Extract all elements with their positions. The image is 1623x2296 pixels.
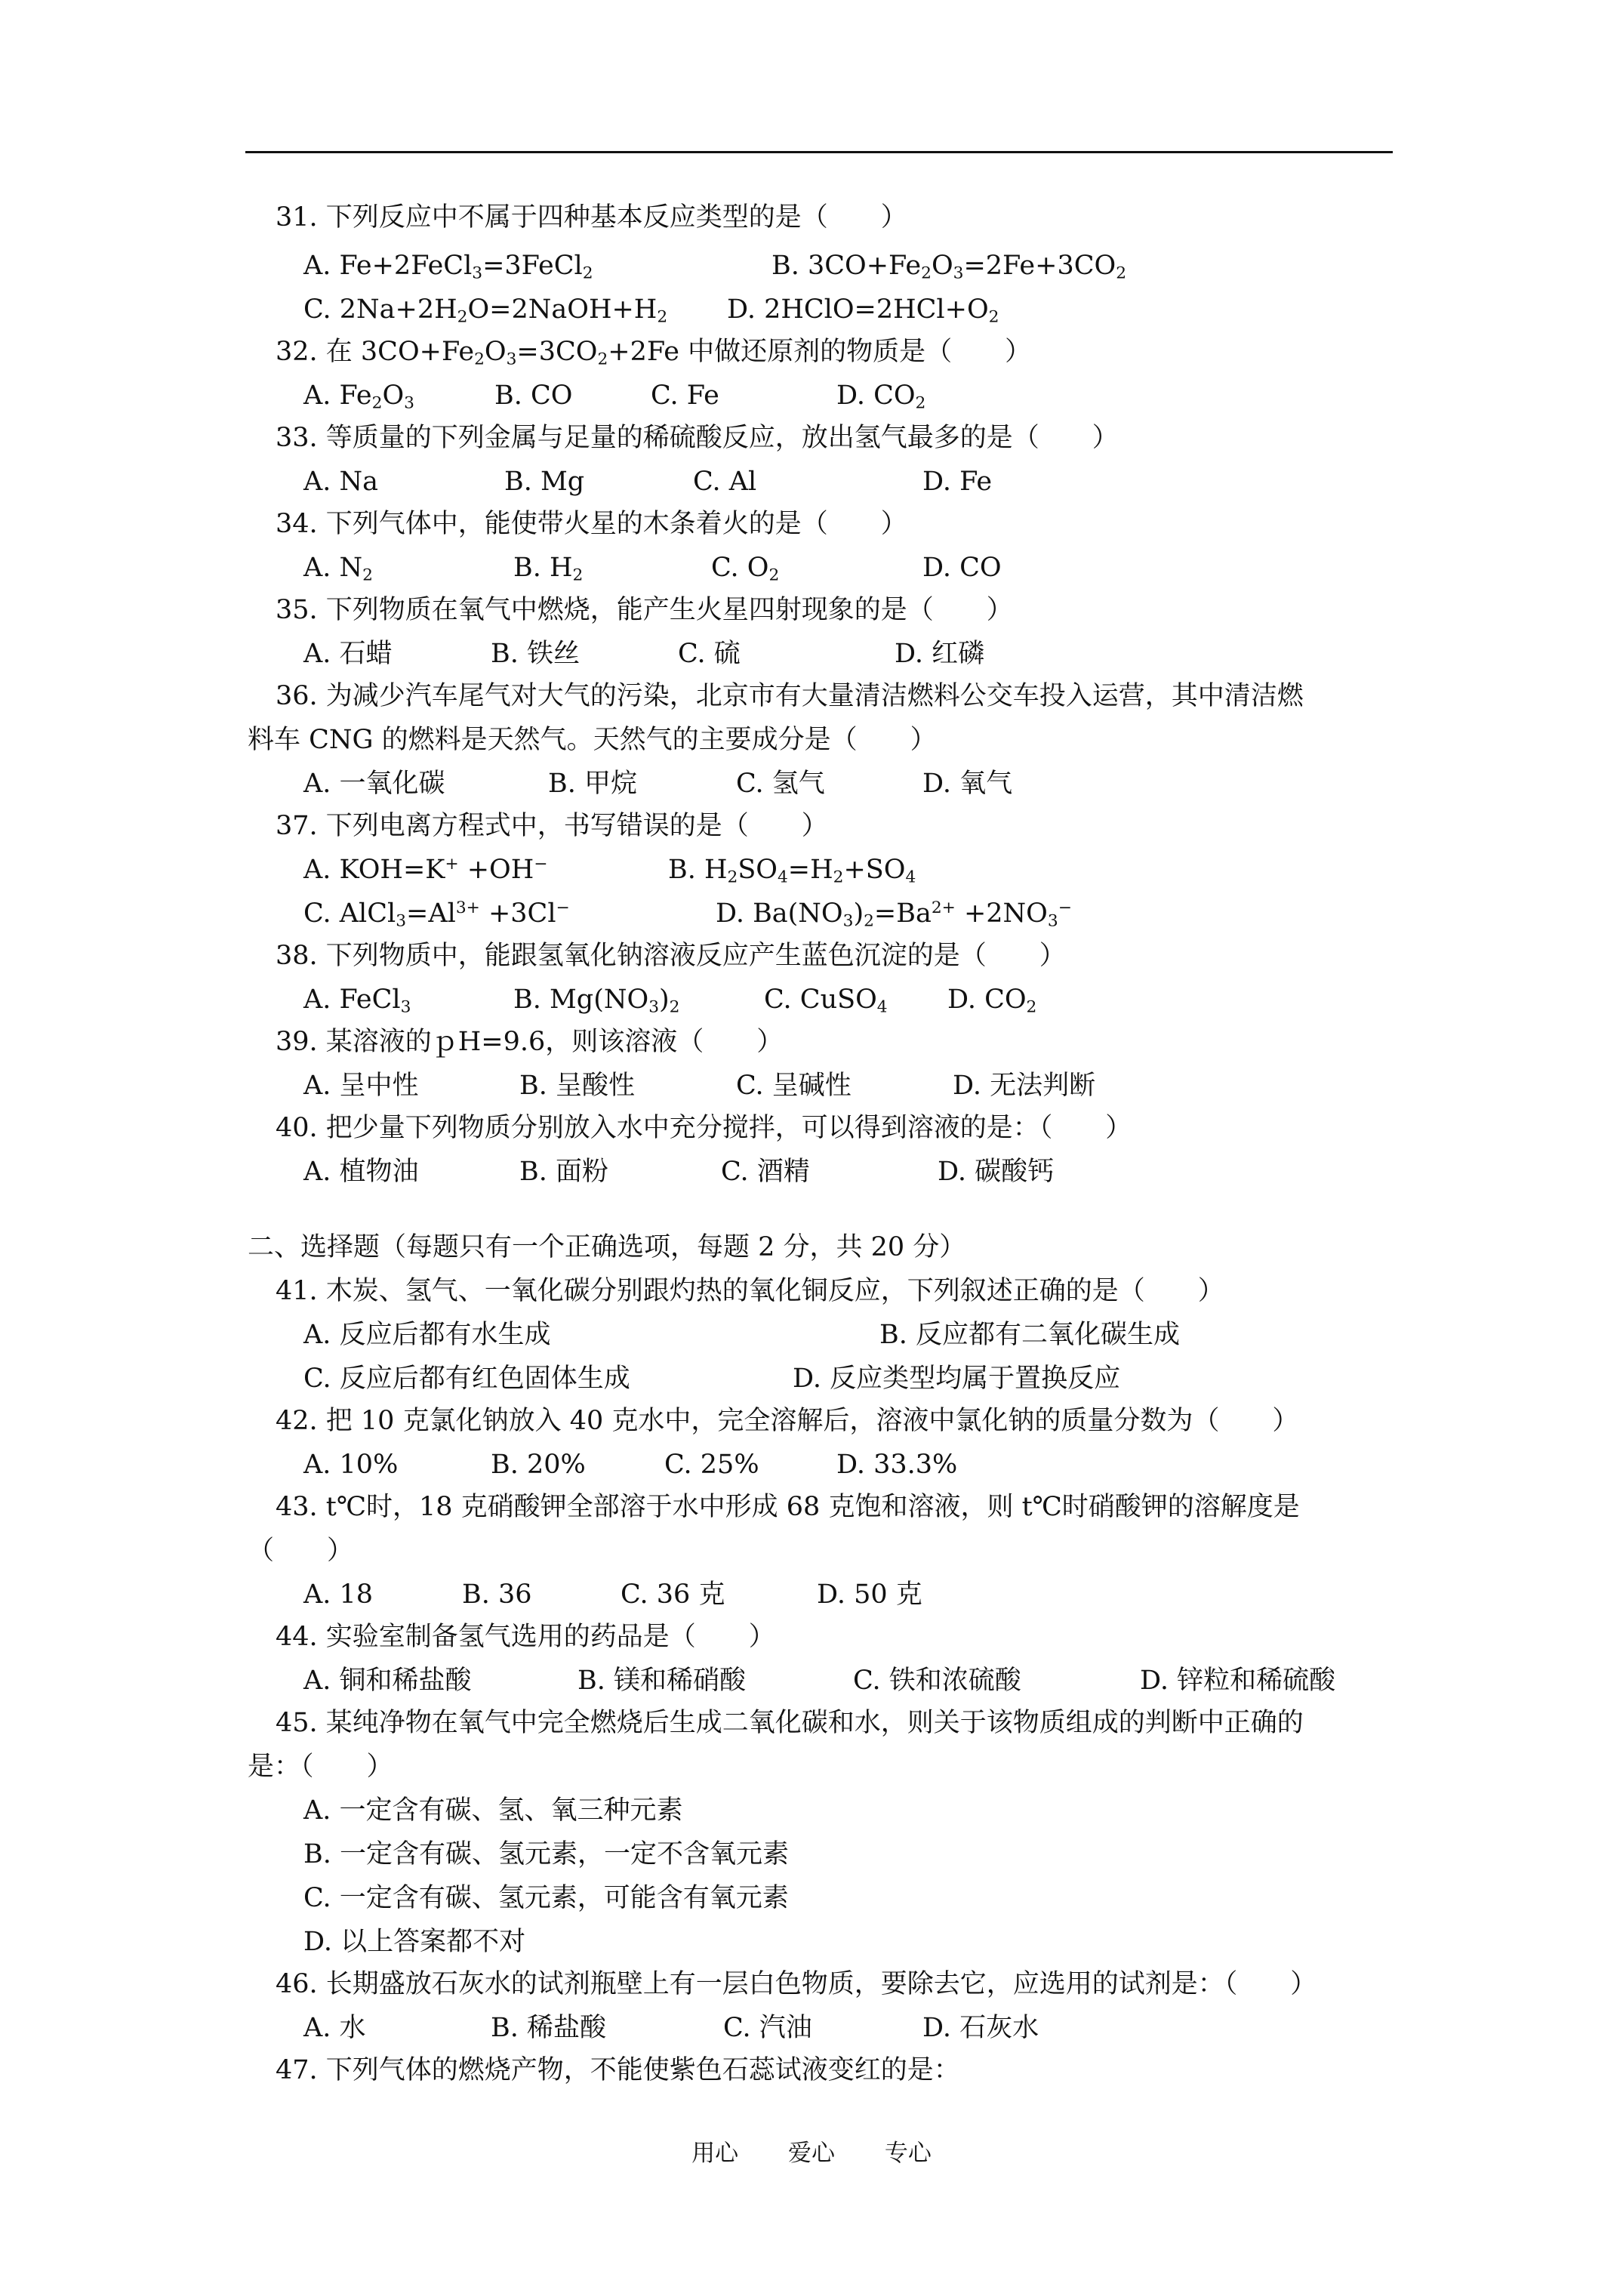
answer-option: C. 铁和浓硫酸: [853, 1666, 1021, 1696]
answer-option: C. CuSO$_4$: [764, 985, 888, 1017]
answer-option: A. $Fe_2O_3$: [303, 381, 414, 413]
answer-option: A. $N_2$: [303, 553, 373, 585]
answer-option: B. 甲烷: [548, 769, 637, 799]
answer-option: B. CO: [494, 381, 573, 411]
answer-option: B. $Mg(NO_3)_2$: [513, 985, 680, 1017]
answer-option: D. 以上答案都不对: [303, 1927, 526, 1957]
answer-option: B. Mg: [504, 467, 585, 497]
question-text: 是：（ ）: [248, 1752, 393, 1782]
question-text: 33. 等质量的下列金属与足量的稀硫酸反应，放出氢气最多的是（ ）: [276, 423, 1119, 453]
answer-option: A. Fe+2FeCl$_3$=3FeCl$_2$: [303, 251, 593, 283]
question-text: 46. 长期盛放石灰水的试剂瓶壁上有一层白色物质，要除去它，应选用的试剂是：（ ）: [276, 1969, 1317, 1999]
answer-option: C. 一定含有碳、氢元素，可能含有氧元素: [303, 1883, 789, 1913]
answer-option: B. $3CO+Fe_2O_3=2Fe+3CO_2$: [771, 251, 1127, 283]
question-text: （ ）: [248, 1536, 354, 1566]
answer-option: D. 无法判断: [953, 1071, 1096, 1101]
answer-option: D. CO: [922, 553, 1002, 583]
answer-option: A. Na: [303, 467, 379, 497]
question-text: 45. 某纯净物在氧气中完全燃烧后生成二氧化碳和水，则关于该物质组成的判断中正确的: [276, 1708, 1304, 1738]
answer-option: B. 呈酸性: [519, 1071, 635, 1101]
question-text: 43. t℃时，18 克硝酸钾全部溶于水中形成 68 克饱和溶液，则 t℃时硝酸钾的溶解度是: [276, 1492, 1300, 1522]
answer-option: C. 呈碱性: [736, 1071, 852, 1101]
answer-option: A. 反应后都有水生成: [303, 1320, 551, 1350]
question-text: 料车 CNG 的燃料是天然气。天然气的主要成分是（ ）: [248, 725, 937, 755]
answer-option: B. 面粉: [519, 1157, 608, 1187]
answer-option: C. 酒精: [721, 1157, 810, 1187]
footer-word: 爱心: [788, 2140, 835, 2167]
answer-option: C. $2Na+2H_2O=2NaOH+H_2$: [303, 294, 668, 327]
answer-option: C. 反应后都有红色固体生成: [303, 1364, 630, 1394]
question-text: 35. 下列物质在氧气中燃烧，能产生火星四射现象的是（ ）: [276, 595, 1013, 625]
answer-option: D. $Ba(NO_3)_2=Ba^{2+} +2NO_3^-$: [716, 898, 1072, 931]
answer-option: C. 汽油: [723, 2013, 812, 2043]
question-text: 44. 实验室制备氢气选用的药品是（ ）: [276, 1622, 775, 1652]
answer-option: B. 36: [462, 1579, 532, 1610]
answer-option: B. 镁和稀硝酸: [577, 1666, 746, 1696]
answer-option: D. 锌粒和稀硫酸: [1140, 1666, 1336, 1696]
answer-option: C. 氢气: [736, 769, 825, 799]
answer-option: C. 硫: [678, 639, 741, 669]
question-text: 37. 下列电离方程式中，书写错误的是（ ）: [276, 811, 828, 841]
answer-option: C. 36 克: [621, 1579, 725, 1610]
question-text: 40. 把少量下列物质分别放入水中充分搅拌，可以得到溶液的是：（ ）: [276, 1113, 1132, 1143]
answer-option: B. $H_2$: [513, 553, 584, 585]
answer-option: D. $CO_2$: [947, 985, 1037, 1017]
answer-option: D. $2HClO=2HCl+O_2$: [727, 294, 999, 327]
answer-option: A. 植物油: [303, 1157, 419, 1187]
question-text: 36. 为减少汽车尾气对大气的污染，北京市有大量清洁燃料公交车投入运营，其中清洁燃: [276, 681, 1304, 711]
answer-option: A. 10%: [303, 1450, 399, 1480]
answer-option: D. 33.3%: [836, 1450, 958, 1480]
answer-option: A. 18: [303, 1579, 374, 1610]
answer-option: A. 石蜡: [303, 639, 393, 669]
answer-option: A. KOH=K+ +OH−: [303, 855, 548, 885]
answer-option: A. 一定含有碳、氢、氧三种元素: [303, 1795, 683, 1826]
question-text: 二、选择题（每题只有一个正确选项，每题 2 分，共 20 分）: [248, 1232, 966, 1262]
question-text: 38. 下列物质中，能跟氢氧化钠溶液反应产生蓝色沉淀的是（ ）: [276, 941, 1066, 971]
answer-option: B. $H_2SO_4=H_2+SO_4$: [668, 855, 916, 887]
question-text: 31. 下列反应中不属于四种基本反应类型的是（ ）: [276, 202, 907, 233]
answer-option: A. 水: [303, 2013, 366, 2043]
answer-option: A. 一氧化碳: [303, 769, 445, 799]
footer-word: 专心: [884, 2140, 932, 2167]
question-text: 34. 下列气体中，能使带火星的木条着火的是（ ）: [276, 509, 907, 539]
header-rule: [245, 151, 1393, 153]
answer-option: B. 反应都有二氧化碳生成: [879, 1320, 1180, 1350]
answer-option: B. 铁丝: [491, 639, 580, 669]
answer-option: B. 20%: [491, 1450, 586, 1480]
answer-option: A. 铜和稀盐酸: [303, 1666, 472, 1696]
answer-option: D. 氧气: [922, 769, 1013, 799]
answer-option: C. Fe: [651, 381, 719, 411]
footer-word: 用心: [691, 2140, 739, 2167]
answer-option: C. Al: [693, 467, 757, 497]
answer-option: C. $O_2$: [711, 553, 780, 585]
answer-option: D. 50 克: [817, 1579, 922, 1610]
question-text: 32. 在 $3CO+Fe_2O_3=3CO_2+2Fe$ 中做还原剂的物质是（ ）: [276, 337, 1032, 369]
answer-option: C. $AlCl_3=Al^{3+} +3Cl^-$: [303, 898, 570, 931]
answer-option: A. FeCl$_3$: [303, 985, 411, 1017]
answer-option: B. 一定含有碳、氢元素，一定不含氧元素: [303, 1839, 789, 1869]
answer-option: A. 呈中性: [303, 1071, 419, 1101]
question-text: 41. 木炭、氢气、一氧化碳分别跟灼热的氧化铜反应，下列叙述正确的是（ ）: [276, 1276, 1224, 1306]
question-text: 47. 下列气体的燃烧产物，不能使紫色石蕊试液变红的是：: [276, 2055, 960, 2085]
page-footer: [0, 2134, 1623, 2168]
answer-option: B. 稀盐酸: [491, 2013, 606, 2043]
answer-option: D. $CO_2$: [836, 381, 926, 413]
answer-option: D. 反应类型均属于置换反应: [793, 1364, 1121, 1394]
answer-option: D. 红磷: [895, 639, 985, 669]
question-text: 42. 把 10 克氯化钠放入 40 克水中，完全溶解后，溶液中氯化钠的质量分数为（ ）: [276, 1406, 1299, 1436]
answer-option: D. 碳酸钙: [938, 1157, 1055, 1187]
question-text: 39. 某溶液的ｐH=9.6，则该溶液（ ）: [276, 1027, 784, 1057]
answer-option: D. Fe: [922, 467, 993, 497]
answer-option: C. 25%: [664, 1450, 759, 1480]
answer-option: D. 石灰水: [922, 2013, 1039, 2043]
